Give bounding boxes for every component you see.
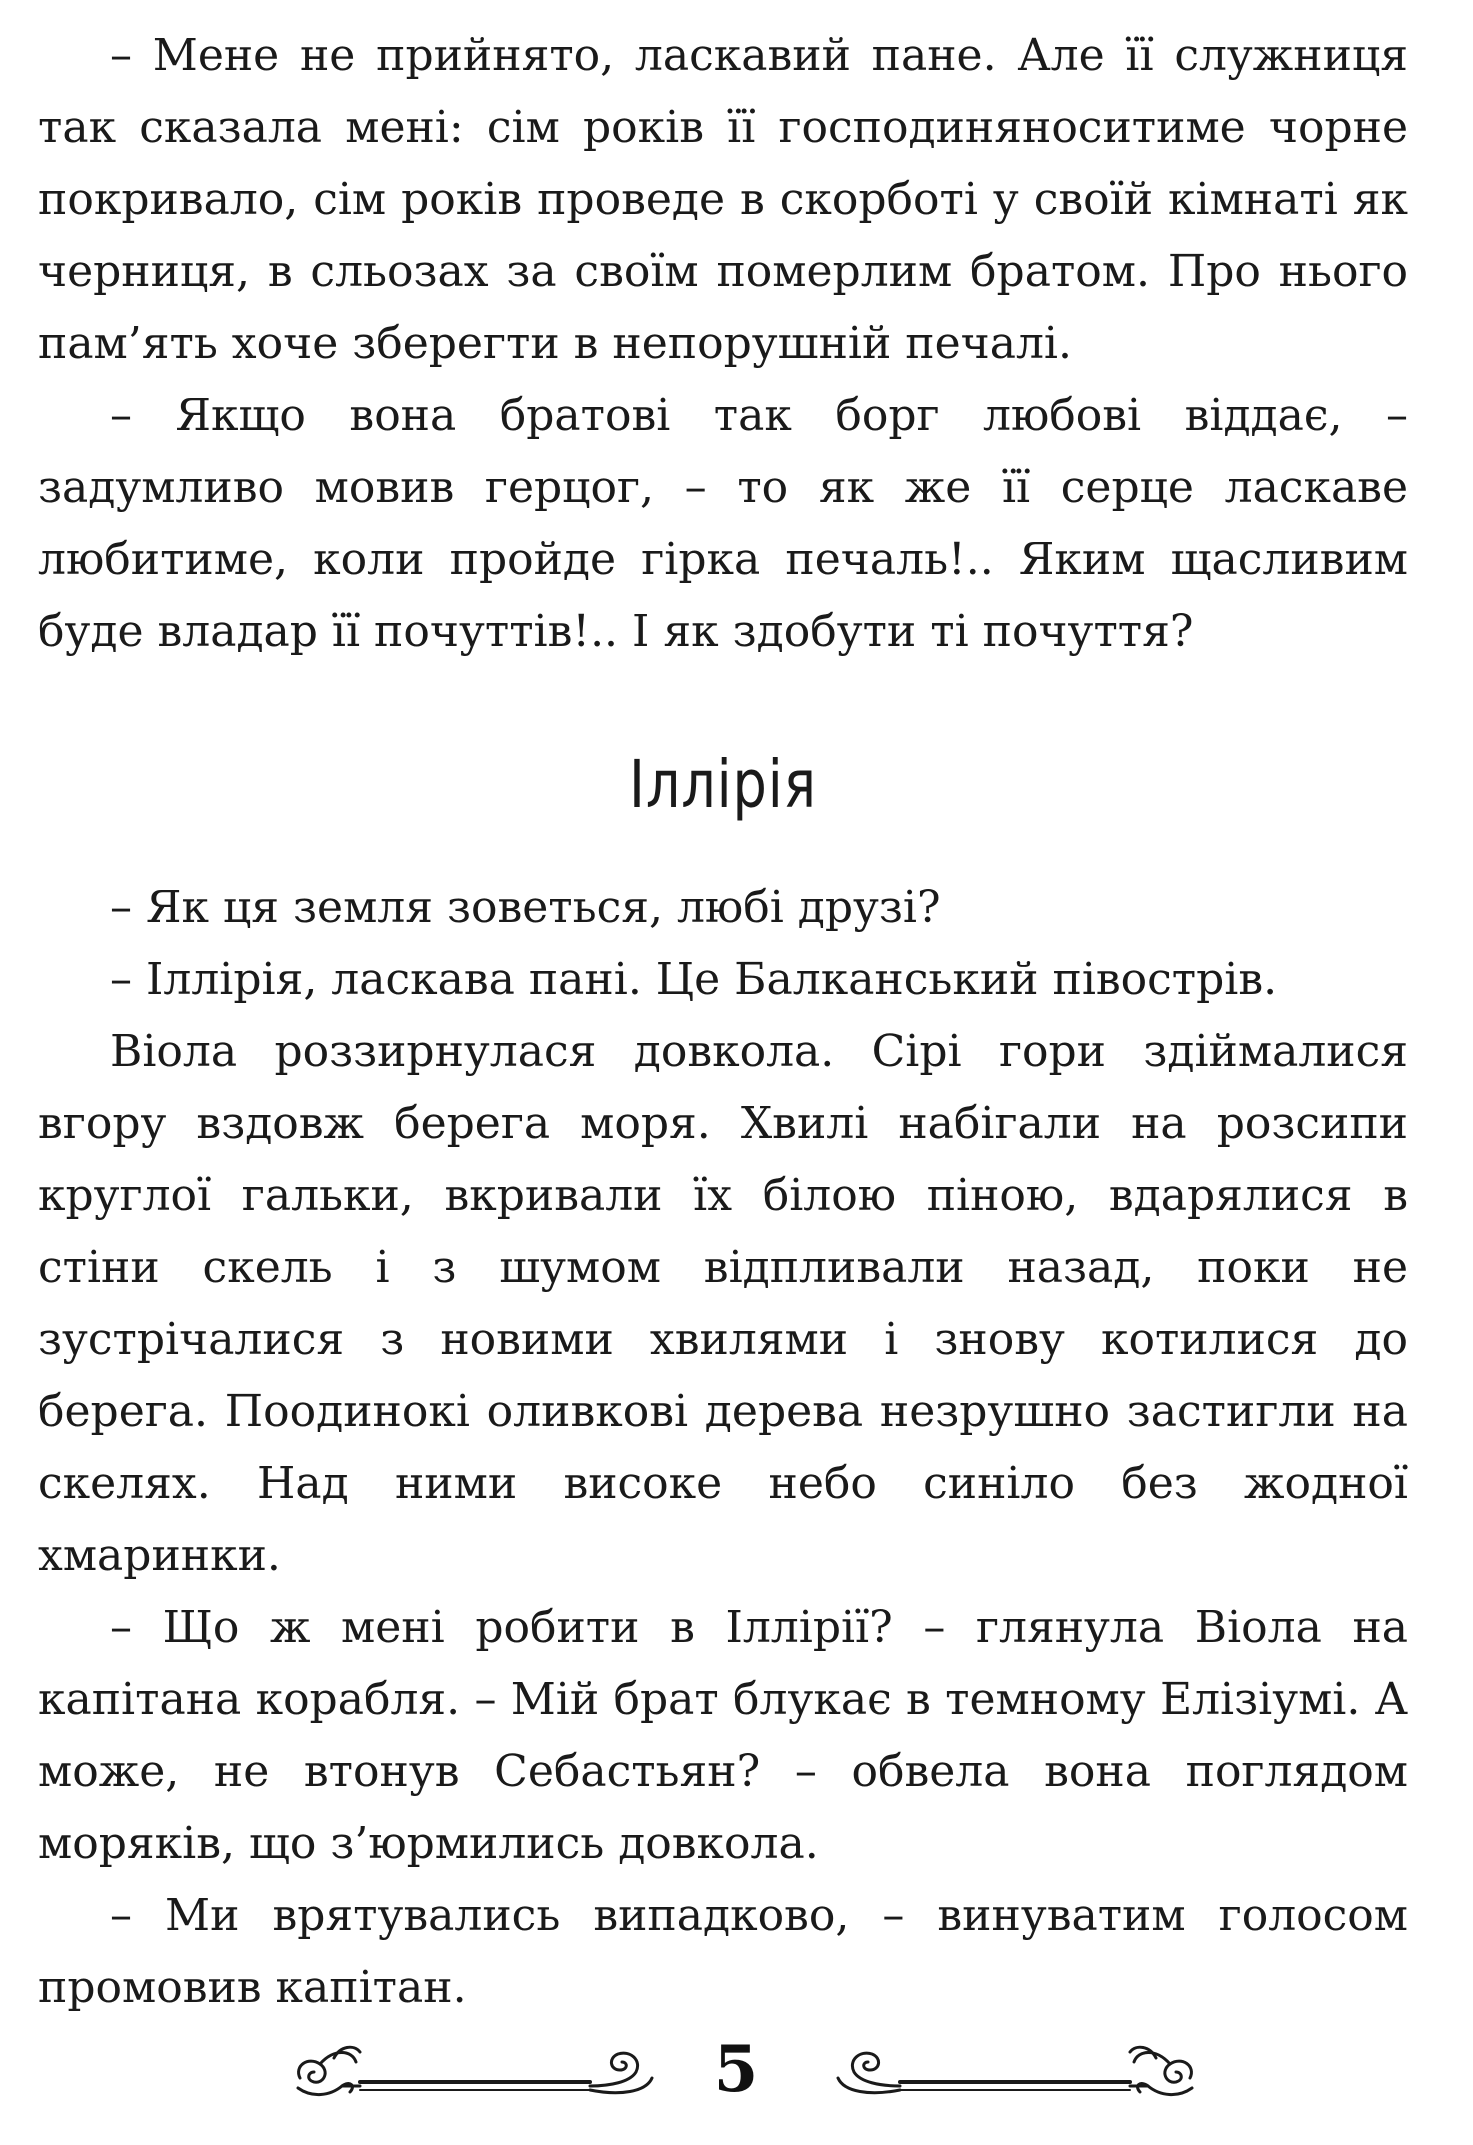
paragraph: – Якщо вона братові так борг любові віддає, – задумливо мовив герцог, – то як же її серце ласкаве любитиме, коли пройде гірка печаль!.. Яким щасливим буде владар її почуттів!.. І як здобути ті почуття?	[38, 390, 1408, 657]
paragraph: – Мене не прийнято, ласкавий пане. Але її служниця так сказала мені: сім років її господиняноситиме чорне покривало, сім років проведе в скорботі у своїй кімнаті як черниця, в сльозах за своїм померлим братом. Про нього пам’ять хоче зберегти в непорушній печалі.	[38, 30, 1408, 369]
page-number: 5	[713, 2032, 759, 2107]
left-scroll-ornament-icon	[290, 2038, 660, 2102]
paragraph: – Як ця земля зоветься, любі друзі?	[110, 882, 941, 933]
paragraph: – Ми врятувались випадково, – винуватим голосом промовив капітан.	[38, 1890, 1408, 2013]
paragraph: Віола роззирнулася довкола. Сірі гори здіймалися вгору вздовж берега моря. Хвилі набігали на розсипи круглої гальки, вкривали їх білою піною, вдарялися в стіни скель і з шумом відпливали назад, поки не зустрічалися з новими хвилями і знову котилися до берега. Поодинокі оливкові дерева незрушно застигли на скелях. Над ними високе небо синіло без жодної хмаринки.	[38, 1026, 1408, 1581]
paragraph: – Що ж мені робити в Іллірії? – глянула Віола на капітана корабля. – Мій брат блукає в темному Елізіумі. А може, не втонув Себастьян? – обвела вона поглядом моряків, що з’юрмились довкола.	[38, 1602, 1408, 1869]
page-body	[38, 20, 1408, 2024]
chapter-title: Іллірія	[629, 746, 817, 823]
right-scroll-ornament-icon	[830, 2038, 1200, 2102]
page-footer	[0, 2030, 1473, 2110]
paragraph: – Іллірія, ласкава пані. Це Балканський півострів.	[110, 954, 1278, 1005]
